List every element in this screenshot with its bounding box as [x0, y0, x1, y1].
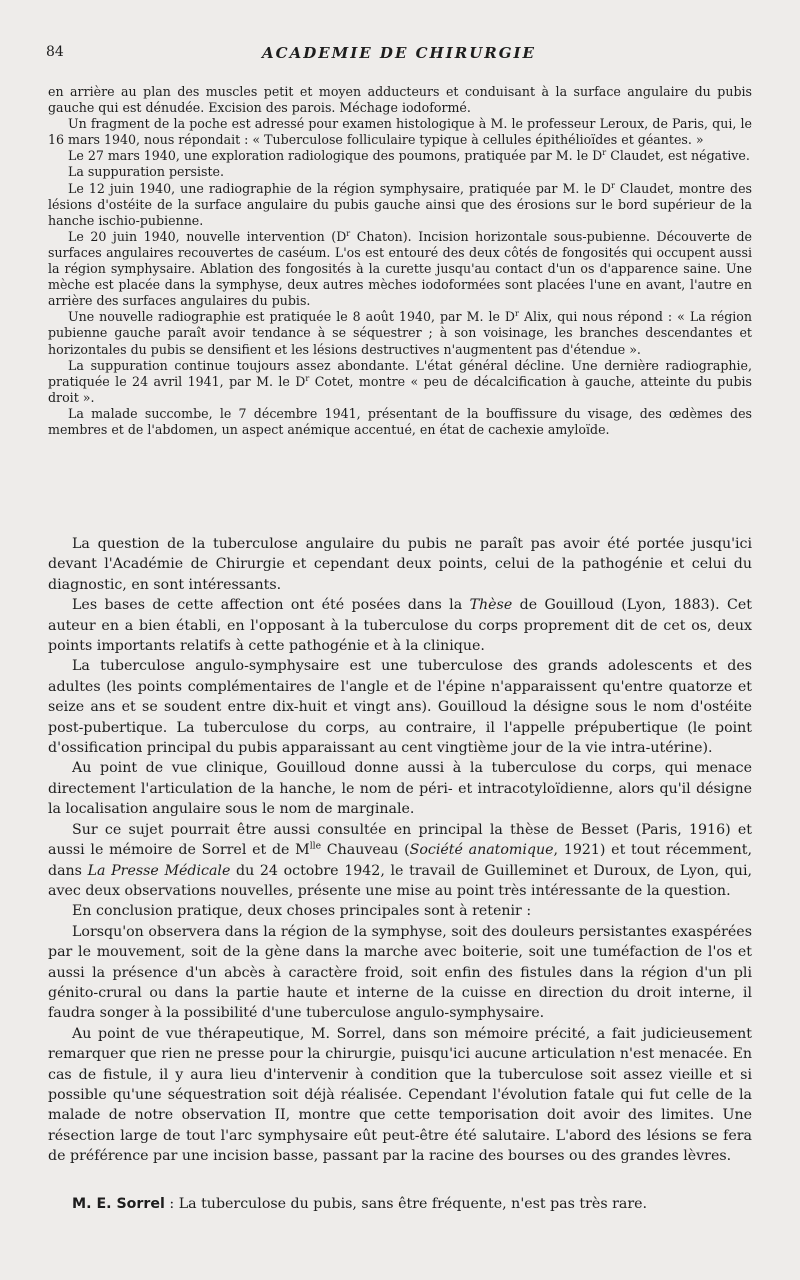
paragraph: Une nouvelle radiographie est pratiquée le 8 août 1940, par M. le $D^r$ Alix, qui nous répond : « La région pubienne gauche paraît avoir tendance à se séquestrer ; à son voisinage, les branches descendantes et horizontales du pubis se densifient et les lésions destructives n'augmentent pas d'étendue ».	[48, 308, 752, 357]
page-number: 84	[46, 44, 64, 60]
paragraph: La malade succombe, le 7 décembre 1941, présentant de la bouffissure du visage, des œdèmes des membres et de l'abdomen, un aspect anémique accentué, en état de cachexie amyloïde.	[48, 405, 752, 437]
final-intervention	[48, 1194, 752, 1214]
observation-block	[48, 84, 752, 438]
paragraph: Le 12 juin 1940, une radiographie de la région symphysaire, pratiquée par M. le $D^r$ Claudet, montre des lésions d'ostéite de la surface angulaire du pubis gauche ainsi que des érosions sur le bord supérieur de la hanche ischio-pubienne.	[48, 179, 752, 228]
paragraph: Le 20 juin 1940, nouvelle intervention ($D^r$ Chaton). Incision horizontale sous-pubienne. Découverte de surfaces angulaires recouvertes de caséum. L'os est entouré des deux côtés de fongosités qui occupent aussi la région symphysaire. Ablation des fongosités à la curette jusqu'au contact d'un os d'apparence saine. Une mèche est placée dans la symphyse, deux autres mèches iodoformées sont placées l'une en avant, l'autre en arrière des surfaces angulaires du pubis.	[48, 227, 753, 309]
paragraph: en arrière au plan des muscles petit et moyen adducteurs et conduisant à la surface angulaire du pubis gauche qui est dénudée. Excision des parois. Méchage iodoformé.	[48, 84, 752, 116]
paragraph: La question de la tuberculose angulaire du pubis ne paraît pas avoir été portée jusqu'ici devant l'Académie de Chirurgie et cependant deux points, celui de la pathogénie et celui du diagnostic, en sont intéressants.	[48, 536, 752, 593]
speaker-name: M. E. Sorrel	[72, 1196, 165, 1212]
paragraph: Un fragment de la poche est adressé pour examen histologique à M. le professeur Leroux, de Paris, qui, le 16 mars 1940, nous répondait : « Tuberculose folliculaire typique à cellules épithélioïdes et géantes. »	[48, 116, 752, 148]
discussion-block	[48, 534, 752, 1167]
paragraph: La suppuration continue toujours assez abondante. L'état général décline. Une dernière radiographie, pratiquée le 24 avril 1941, par M. le $D^r$ Cotet, montre « peu de décalcification à gauche, atteinte du pubis droit ».	[48, 357, 752, 405]
paragraph: Lorsqu'on observera dans la région de la symphyse, soit des douleurs persistantes exaspérées par le mouvement, soit de la gène dans la marche avec boiterie, soit une tuméfaction de l'os et aussi la présence d'un abcès à caractère froid, soit enfin des fistules dans la région d'un pli génito-crural ou dans la partie haute et interne de la cuisse en direction du droit interne, il faudra songer à la possibilité d'une tuberculose angulo-symphysaire.	[48, 923, 752, 1022]
paragraph: Au point de vue thérapeutique, M. Sorrel, dans son mémoire précité, a fait judicieusement remarquer que rien ne presse pour la chirurgie, puisqu'ici aucune articulation n'est menacée. En cas de fistule, il y aura lieu d'intervenir à condition que la tuberculose soit assez vieille et si possible qu'une séquestration soit déjà réalisée. Cependant l'évolution fatale qui fut celle de la malade de notre observation II, montre que cette temporisation doit avoir des limites. Une résection large de tout l'arc symphysaire eût peut-être été salutaire. L'abord des lésions se fera de préférence par une incision basse, passant par la racine des bourses ou des grandes lèvres.	[48, 1025, 752, 1165]
paragraph: La suppuration persiste.	[68, 164, 225, 180]
paragraph: Au point de vue clinique, Gouilloud donne aussi à la tuberculose du corps, qui menace directement l'articulation de la hanche, le nom de péri- et intracotyloïdienne, alors qu'il désigne la localisation angulaire sous le nom de marginale.	[48, 760, 752, 818]
page-header	[46, 44, 752, 66]
running-title: ACADEMIE DE CHIRURGIE	[262, 44, 536, 62]
intervention-text: : La tuberculose du pubis, sans être fréquente, n'est pas très rare.	[164, 1196, 648, 1212]
paragraph: Les bases de cette affection ont été posées dans la Thèse de Gouilloud (Lyon, 1883). Cet auteur en a bien établi, en l'opposant à la tuberculose du corps proprement dit de cet os, deux points importants relatifs à cette pathogénie et à la clinique.	[48, 597, 752, 655]
paragraph: En conclusion pratique, deux choses principales sont à retenir :	[72, 903, 532, 920]
paragraph: Le 27 mars 1940, une exploration radiologique des poumons, pratiquée par M. le $D^r$ Claudet, est négative.	[68, 147, 750, 164]
paragraph: Sur ce sujet pourrait être aussi consultée en principal la thèse de Besset (Paris, 1916) et aussi le mémoire de Sorrel et de $M^{lle}$ Chauveau (Société anatomique, 1921) et tout récemment, dans La Presse Médicale du 24 octobre 1942, le travail de Guilleminet et Duroux, de Lyon, qui, avec deux observations nouvelles, présente une mise au point très intéressante de la question.	[48, 821, 752, 899]
paragraph: La tuberculose angulo-symphysaire est une tuberculose des grands adolescents et des adultes (les points complémentaires de l'angle et de l'épine n'apparaissent qu'entre quatorze et seize ans et se soudent entre dix-huit et vingt ans). Gouilloud la désigne sous le nom d'ostéite post-pubertique. La tuberculose du corps, au contraire, il l'appelle prépubertique (le point d'ossification principal du pubis apparaissant au cent vingtième jour de la vie intra-utérine).	[48, 658, 752, 757]
